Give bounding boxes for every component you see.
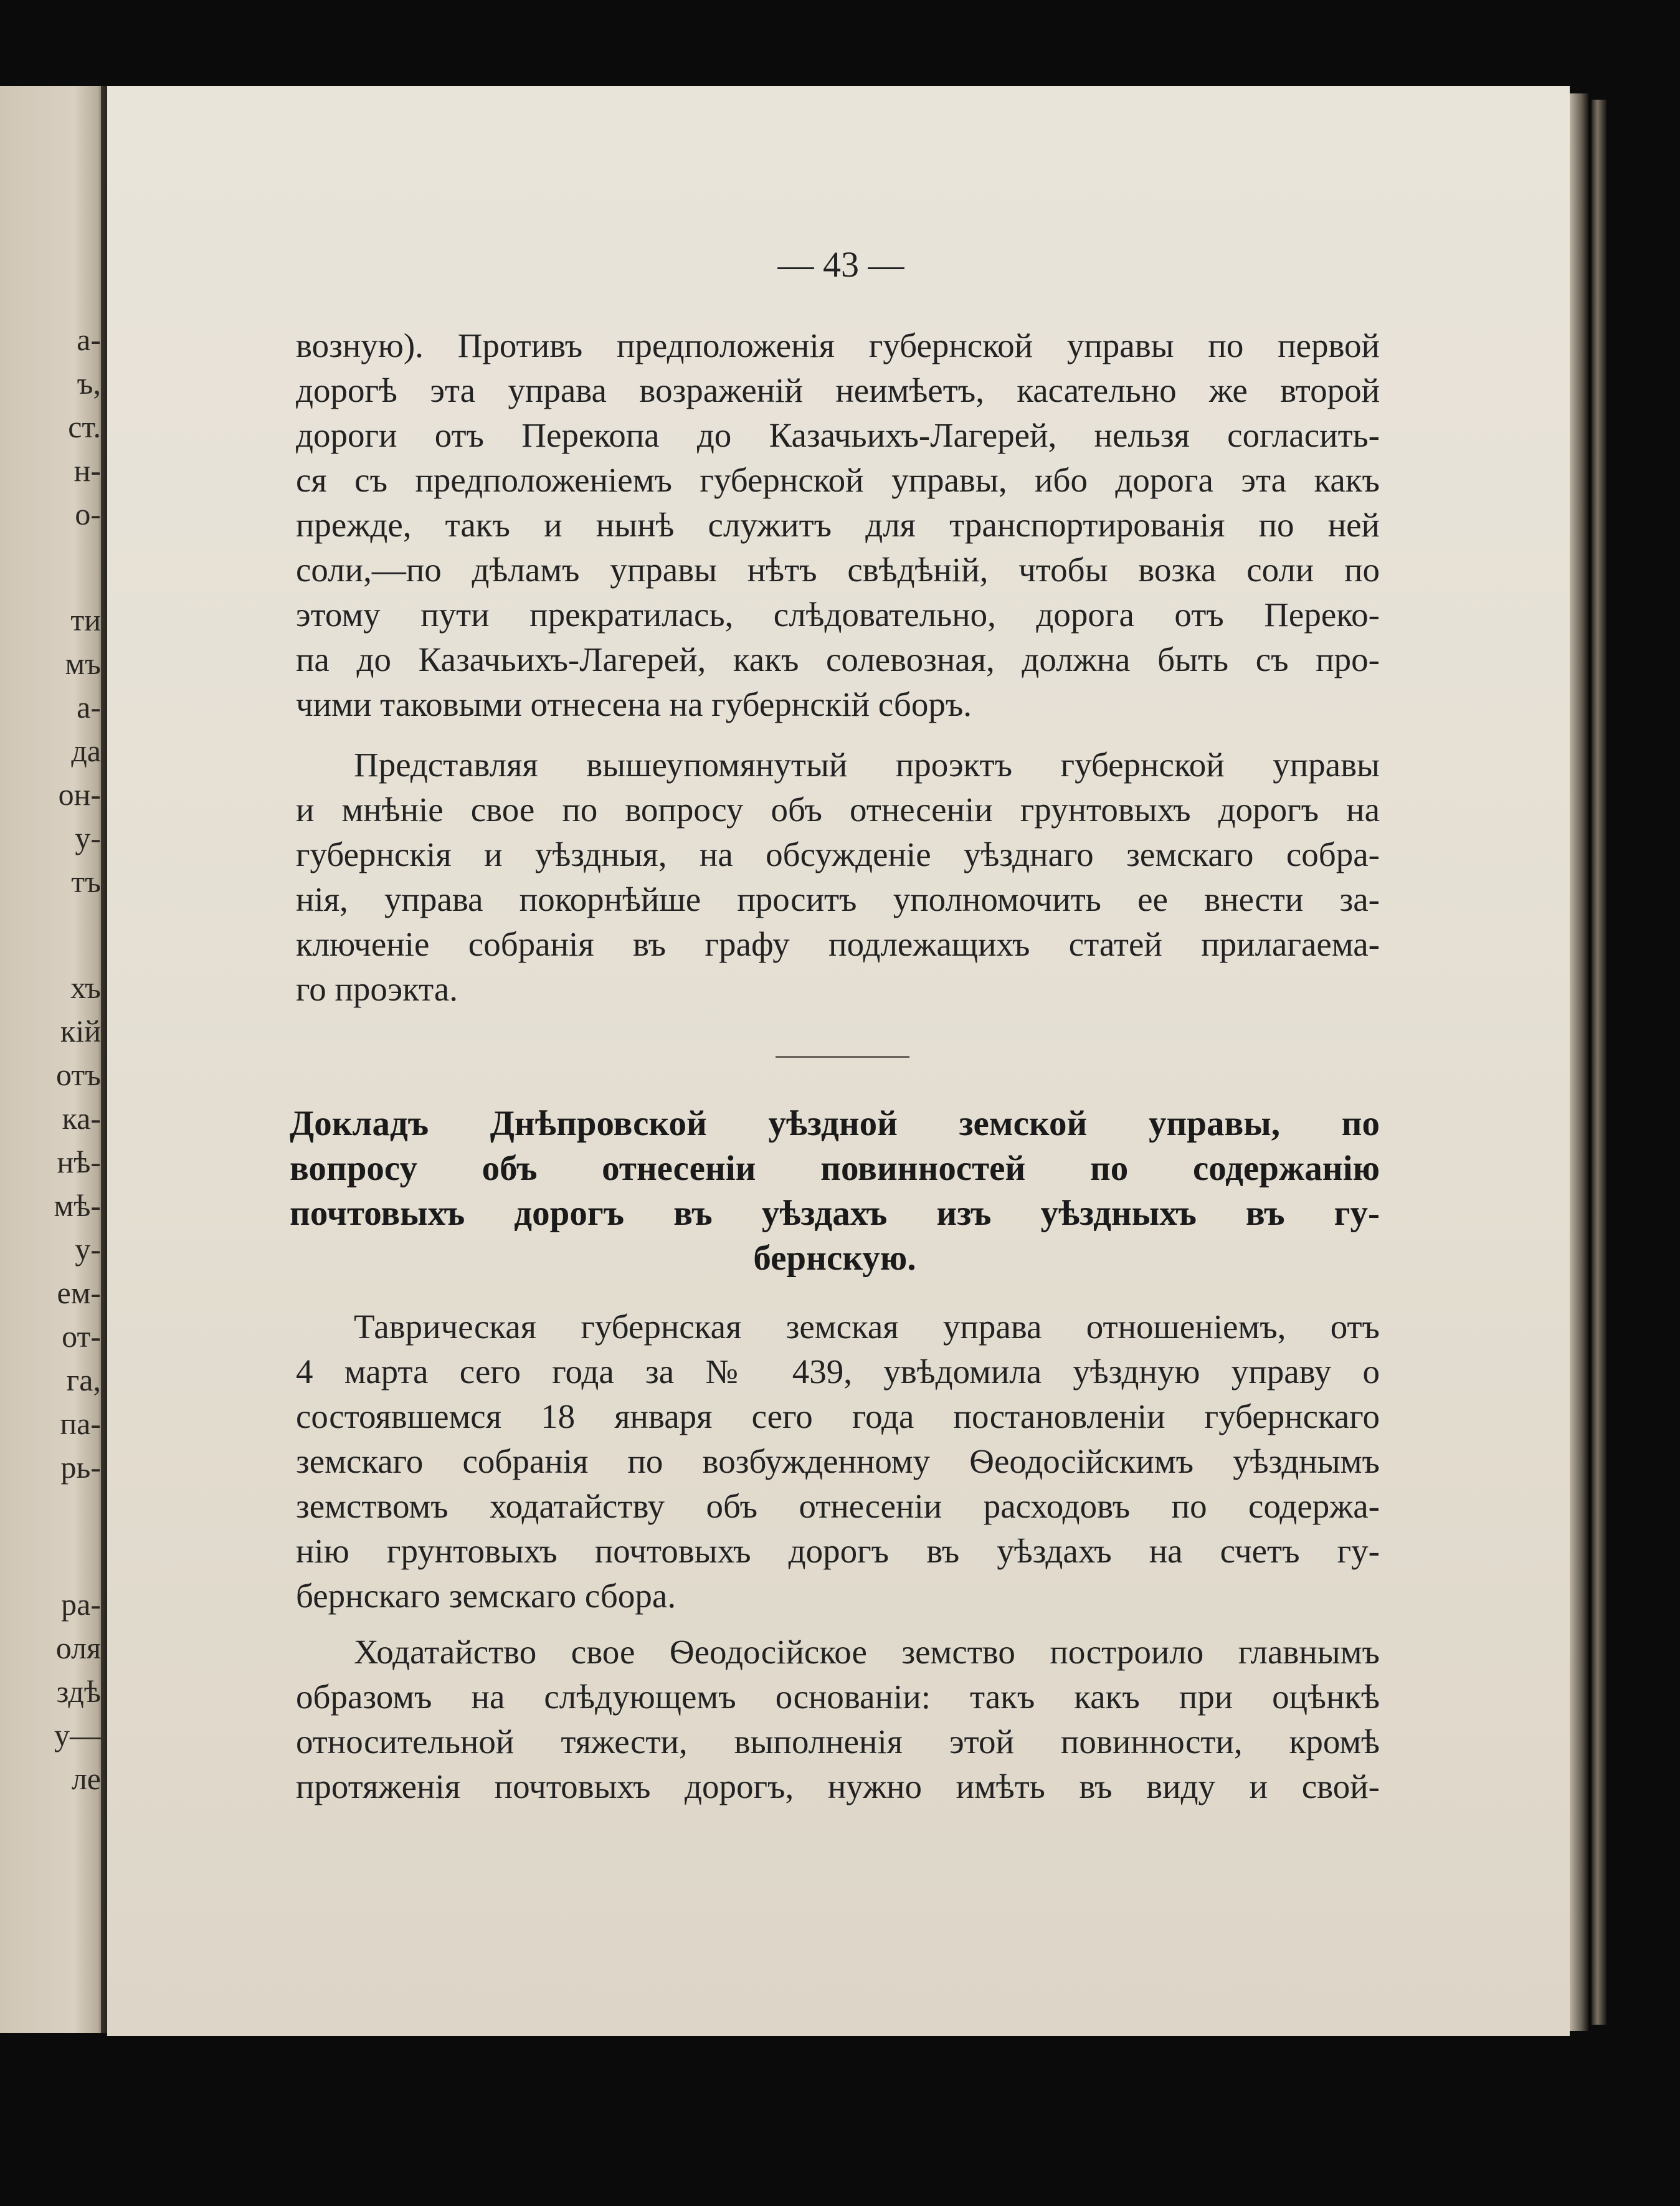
left-page-fragment: н- xyxy=(74,453,101,488)
text-line: нію грунтовыхъ почтовыхъ дорогъ въ уѣздахъ на счетъ гу- xyxy=(296,1532,1380,1570)
left-page-fragment: тъ xyxy=(71,864,101,899)
left-page-fragment: мъ xyxy=(65,646,101,681)
book-cover-edge xyxy=(1592,100,1606,2025)
left-page-fragment: а- xyxy=(77,322,101,357)
left-page-fragment: ъ, xyxy=(77,366,101,401)
text-line: бернскаго земскаго сбора. xyxy=(296,1577,676,1615)
page-number: — 43 — xyxy=(777,244,904,285)
left-page-fragment: ем- xyxy=(57,1275,101,1310)
left-page-fragment: о- xyxy=(75,497,101,531)
section-heading-line: почтовыхъ дорогъ въ уѣздахъ изъ уѣздныхъ въ гу- xyxy=(290,1194,1380,1233)
text-line: губернскія и уѣздныя, на обсужденіе уѣзднаго земскаго собра- xyxy=(296,835,1380,873)
text-line: па до Казачьихъ-Лагерей, какъ солевозная, должна быть съ про- xyxy=(296,640,1380,678)
left-page-fragment: у- xyxy=(75,1232,101,1267)
text-line: земскаго собранія по возбужденному Ѳеодосійскимъ уѣзднымъ xyxy=(296,1442,1380,1480)
left-page-fragment: мѣ- xyxy=(54,1188,101,1223)
text-line: и мнѣніе свое по вопросу объ отнесеніи грунтовыхъ дорогъ на xyxy=(296,791,1380,829)
left-page-fragment: хъ xyxy=(70,970,101,1005)
text-line: го проэкта. xyxy=(296,970,458,1008)
text-line: 4 марта сего года за № 439, увѣдомила уѣздную управу о xyxy=(296,1353,1380,1391)
text-line: образомъ на слѣдующемъ основаніи: такъ какъ при оцѣнкѣ xyxy=(296,1678,1380,1716)
text-line: Ходатайство свое Ѳеодосійское земство построило главнымъ xyxy=(354,1633,1380,1671)
left-page-fragment: от- xyxy=(62,1319,101,1354)
text-line: земствомъ ходатайству объ отнесеніи расходовъ по содержа- xyxy=(296,1487,1380,1525)
left-page-fragment: рь- xyxy=(60,1450,101,1485)
text-line: ся съ предположеніемъ губернской управы, ибо дорога эта какъ xyxy=(296,461,1380,499)
page-edge-shadow xyxy=(1570,93,1588,2031)
text-line: прежде, такъ и нынѣ служитъ для транспортированія по ней xyxy=(296,506,1380,544)
left-page-fragment: отъ xyxy=(55,1057,101,1092)
left-page-fragment: кій xyxy=(60,1014,101,1048)
text-line: протяженія почтовыхъ дорогъ, нужно имѣть въ виду и свой- xyxy=(296,1767,1380,1805)
left-page-fragment: здѣ xyxy=(56,1674,101,1709)
text-line: Представляя вышеупомянутый проэктъ губернской управы xyxy=(354,746,1380,784)
left-page-fragment: он- xyxy=(58,777,101,812)
left-page-fragment: да xyxy=(71,733,101,768)
left-page-edge xyxy=(0,86,106,2033)
section-heading-line: бернскую. xyxy=(753,1238,916,1278)
text-line: этому пути прекратилась, слѣдовательно, дорога отъ Переко- xyxy=(296,596,1380,634)
text-line: относительной тяжести, выполненія этой повинности, кромѣ xyxy=(296,1723,1380,1761)
text-line: Таврическая губернская земская управа отношеніемъ, отъ xyxy=(354,1308,1380,1346)
text-line: нія, управа покорнѣйше проситъ уполномочить ее внести за- xyxy=(296,880,1380,918)
left-page-fragment: а- xyxy=(77,690,101,725)
section-heading-line: вопросу объ отнесеніи повинностей по содержанію xyxy=(290,1149,1380,1188)
left-page-fragment: нѣ- xyxy=(57,1144,101,1179)
text-line: соли,—по дѣламъ управы нѣтъ свѣдѣній, чтобы возка соли по xyxy=(296,551,1380,589)
left-page-fragment: ка- xyxy=(62,1101,101,1136)
left-page-fragment: у- xyxy=(75,820,101,855)
left-page-fragment: га, xyxy=(66,1362,101,1397)
left-page-fragment: па- xyxy=(60,1406,101,1441)
text-line: чими таковыми отнесена на губернскій сборъ. xyxy=(296,685,972,723)
text-line: возную). Противъ предположенія губернской управы по первой xyxy=(296,326,1380,364)
text-line: состоявшемся 18 января сего года постановленіи губернскаго xyxy=(296,1397,1380,1435)
text-line: ключеніе собранія въ графу подлежащихъ статей прилагаема- xyxy=(296,925,1380,963)
text-line: дорогѣ эта управа возраженій неимѣетъ, касательно же второй xyxy=(296,371,1380,409)
text-line: дороги отъ Перекопа до Казачьихъ-Лагерей, нельзя согласить- xyxy=(296,416,1380,454)
section-heading-line: Докладъ Днѣпровской уѣздной земской управы, по xyxy=(290,1104,1380,1143)
left-page-fragment: ле xyxy=(71,1761,101,1796)
left-page-fragment: ра- xyxy=(61,1587,101,1622)
left-page-fragment: ти xyxy=(70,602,101,637)
left-page-fragment: у— xyxy=(54,1718,101,1752)
left-page-fragment: ст. xyxy=(68,409,101,444)
section-divider xyxy=(776,1056,909,1058)
left-page-fragment: оля xyxy=(55,1630,101,1665)
